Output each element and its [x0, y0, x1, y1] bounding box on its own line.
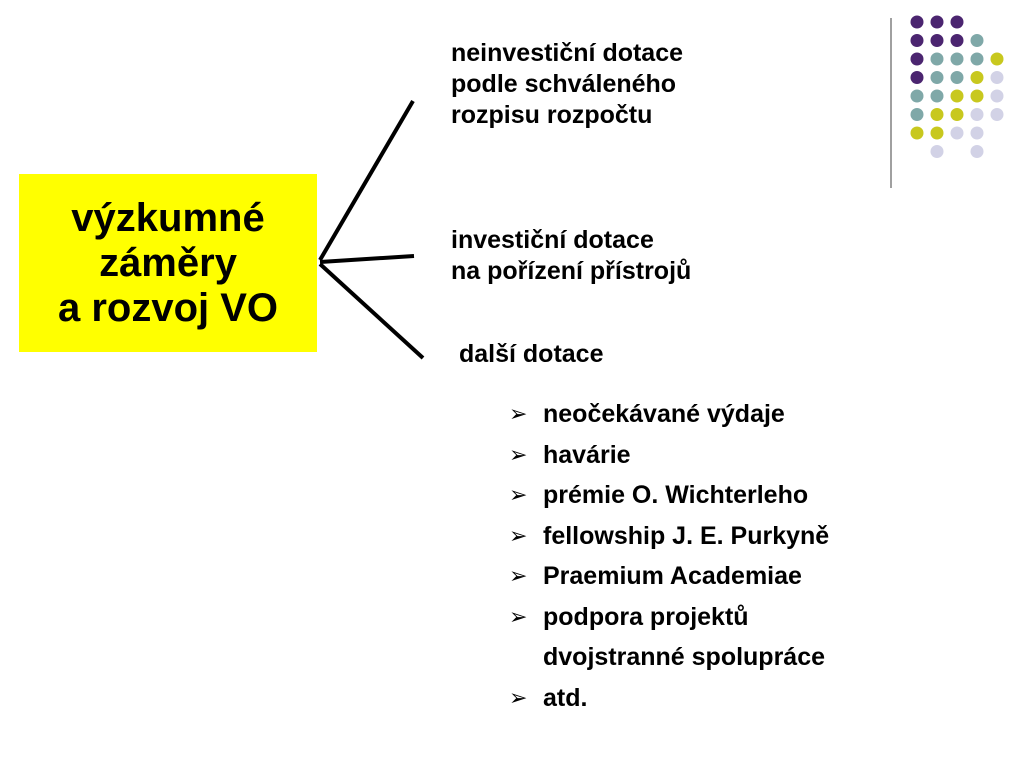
- decorative-dot: [951, 71, 964, 84]
- branch-label-line: rozpisu rozpočtu: [451, 101, 653, 129]
- arrow-bullet-icon: ➢: [509, 482, 528, 507]
- decorative-dot: [911, 16, 924, 29]
- list-item: [507, 678, 829, 719]
- list-item: [507, 435, 829, 476]
- branch-label-line: další dotace: [459, 340, 604, 368]
- arrow-bullet-icon: ➢: [509, 522, 528, 548]
- arrow-bullet-icon: ➢: [509, 603, 528, 629]
- branch-label-line: investiční dotace: [451, 226, 654, 254]
- decorative-dot: [911, 127, 924, 140]
- decorative-dot: [911, 34, 924, 47]
- decorative-dot: [931, 127, 944, 140]
- list-item-text: fellowship J. E. Purkyně: [543, 521, 830, 550]
- main-topic-box: [19, 174, 317, 352]
- list-item-text-continuation: dvojstranné spolupráce: [543, 643, 826, 671]
- list-item: [507, 597, 829, 678]
- decorative-dot: [971, 34, 984, 47]
- arrow-bullet-icon: ➢: [509, 441, 528, 467]
- decorative-dot: [971, 90, 984, 103]
- list-item-text: prémie O. Wichterleho: [543, 481, 809, 509]
- arrow-bullet-icon: ➢: [509, 401, 528, 426]
- list-item: [507, 475, 829, 516]
- decorative-dot: [911, 108, 924, 121]
- decorative-dot: [951, 108, 964, 121]
- branch-label-investment: [451, 225, 691, 287]
- decorative-dot: [971, 53, 984, 66]
- branch-label-line: podle schváleného: [451, 70, 677, 98]
- list-item: [507, 556, 829, 597]
- main-topic-line: záměry: [99, 240, 237, 285]
- arrow-bullet-icon: ➢: [509, 563, 528, 588]
- decorative-dot: [971, 145, 984, 158]
- decorative-dot: [991, 71, 1004, 84]
- decorative-dot: [931, 90, 944, 103]
- decorative-dot: [951, 16, 964, 29]
- decorative-dot: [911, 53, 924, 66]
- decorative-dot: [971, 108, 984, 121]
- list-item-text: neočekávané výdaje: [543, 400, 785, 428]
- list-item: [507, 394, 829, 435]
- decorative-dot: [971, 127, 984, 140]
- list-item-text: Praemium Academiae: [543, 562, 802, 590]
- decorative-dot: [991, 53, 1004, 66]
- decorative-dot: [951, 127, 964, 140]
- decorative-dot: [971, 71, 984, 84]
- connector-line-top: [320, 101, 413, 260]
- decorative-dot: [931, 34, 944, 47]
- decorative-dot: [951, 90, 964, 103]
- decorative-dot: [931, 53, 944, 66]
- connector-line-bottom: [320, 264, 423, 358]
- decorative-dot: [991, 108, 1004, 121]
- main-topic-line: a rozvoj VO: [57, 285, 279, 330]
- list-item-text: havárie: [543, 440, 631, 469]
- list-item: [507, 516, 829, 557]
- list-item-text: atd.: [543, 683, 588, 712]
- decorative-dot: [951, 53, 964, 66]
- decorative-dot: [991, 90, 1004, 103]
- dot-group: [911, 16, 1004, 159]
- decorative-dot: [931, 145, 944, 158]
- main-topic-line: výzkumné: [71, 195, 265, 240]
- decorative-dot: [911, 90, 924, 103]
- connector-line-middle: [320, 256, 414, 262]
- decorative-dot: [931, 108, 944, 121]
- decorative-dot: [931, 16, 944, 29]
- branch-label-line: neinvestiční dotace: [451, 39, 684, 67]
- arrow-bullet-icon: ➢: [509, 684, 528, 710]
- branch-label-line: na pořízení přístrojů: [451, 257, 692, 285]
- branch-label-other: [459, 339, 604, 370]
- decorative-dot: [931, 71, 944, 84]
- decorative-dot: [911, 71, 924, 84]
- other-subsidies-list: [507, 394, 829, 718]
- list-item-text: podpora projektů: [543, 602, 749, 631]
- branch-label-noninvestment: [451, 38, 683, 131]
- decorative-dot: [951, 34, 964, 47]
